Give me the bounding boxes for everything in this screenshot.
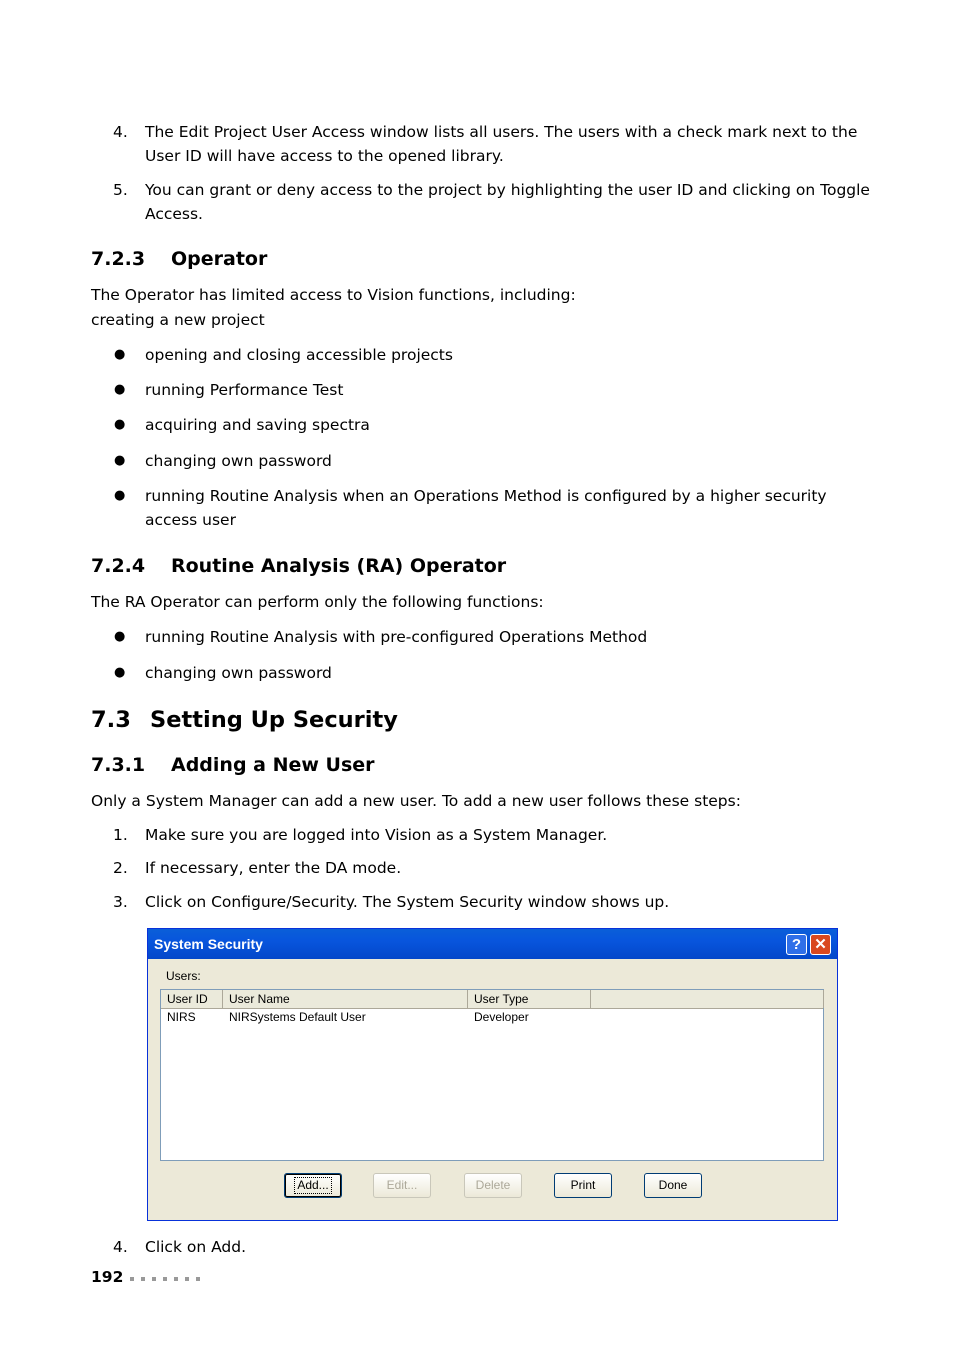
section-title: Operator	[171, 248, 268, 270]
section-title: Adding a New User	[171, 754, 375, 776]
list-item: running Routine Analysis when an Operations Method is configured by a higher security	[145, 487, 827, 505]
paragraph: The Operator has limited access to Vision functions, including:	[91, 286, 576, 304]
close-icon[interactable]: ✕	[810, 934, 831, 955]
delete-button[interactable]: Delete	[464, 1173, 522, 1198]
list-item: running Routine Analysis with pre-configured Operations Method	[145, 628, 648, 646]
step-text: User ID will have access to the opened library.	[145, 147, 504, 165]
paragraph: Only a System Manager can add a new user. To add a new user follows these steps:	[91, 792, 741, 810]
edit-button[interactable]: Edit...	[373, 1173, 431, 1198]
step-number: 1.	[113, 826, 128, 844]
bullet-icon: ●	[114, 453, 126, 468]
list-header	[161, 990, 823, 1009]
section-title: Routine Analysis (RA) Operator	[171, 555, 507, 577]
column-header-user-type[interactable]: User Type	[468, 990, 591, 1008]
step-text: Click on Add.	[145, 1238, 247, 1256]
list-item: access user	[145, 511, 236, 529]
bullet-icon: ●	[114, 488, 126, 503]
bullet-icon: ●	[114, 382, 126, 397]
users-label: Users:	[166, 969, 201, 983]
paragraph: The RA Operator can perform only the following functions:	[91, 593, 544, 611]
bullet-icon: ●	[114, 417, 126, 432]
list-item: changing own password	[145, 664, 332, 682]
step-text: The Edit Project User Access window lists all users. The users with a check mark next to the	[145, 123, 858, 141]
list-item: acquiring and saving spectra	[145, 416, 370, 434]
step-text: If necessary, enter the DA mode.	[145, 859, 402, 877]
add-button-label: Add...	[294, 1177, 331, 1194]
column-header-user-name[interactable]: User Name	[223, 990, 468, 1008]
list-item: changing own password	[145, 452, 332, 470]
cell-user-id: NIRS	[167, 1010, 196, 1024]
step-number: 4.	[113, 1238, 128, 1256]
users-list[interactable]	[160, 989, 824, 1161]
section-heading	[91, 247, 267, 271]
section-heading	[91, 753, 375, 777]
step-number: 4.	[113, 123, 128, 141]
list-item: running Performance Test	[145, 381, 344, 399]
footer-dot-icon	[130, 1277, 134, 1281]
system-security-dialog	[147, 928, 838, 1221]
list-item: opening and closing accessible projects	[145, 346, 453, 364]
section-number: 7.2.4	[91, 555, 146, 577]
help-icon[interactable]: ?	[786, 934, 807, 955]
bullet-icon: ●	[114, 629, 126, 644]
column-header-empty	[591, 990, 824, 1008]
footer-dot-icon	[174, 1277, 178, 1281]
column-header-user-id[interactable]: User ID	[161, 990, 223, 1008]
footer-dot-icon	[196, 1277, 200, 1281]
paragraph: creating a new project	[91, 311, 265, 329]
cell-user-name: NIRSystems Default User	[229, 1010, 366, 1024]
cell-user-type: Developer	[474, 1010, 529, 1024]
section-number: 7.2.3	[91, 248, 146, 270]
section-number: 7.3	[91, 707, 131, 733]
step-text: Access.	[145, 205, 203, 223]
step-text: Make sure you are logged into Vision as a System Manager.	[145, 826, 608, 844]
section-title: Setting Up Security	[150, 707, 398, 733]
bullet-icon: ●	[114, 665, 126, 680]
footer-dot-icon	[163, 1277, 167, 1281]
dialog-title: System Security	[154, 936, 263, 952]
footer-dot-icon	[152, 1277, 156, 1281]
section-heading	[91, 706, 398, 734]
bullet-icon: ●	[114, 347, 126, 362]
print-button[interactable]: Print	[554, 1173, 612, 1198]
step-text: Click on Configure/Security. The System Security window shows up.	[145, 893, 670, 911]
page-number: 192	[91, 1268, 124, 1286]
section-heading	[91, 554, 506, 578]
step-number: 3.	[113, 893, 128, 911]
step-number: 5.	[113, 181, 128, 199]
step-number: 2.	[113, 859, 128, 877]
add-button[interactable]	[284, 1173, 342, 1198]
done-button[interactable]: Done	[644, 1173, 702, 1198]
step-text: You can grant or deny access to the project by highlighting the user ID and clicking on Toggle	[145, 181, 870, 199]
dialog-title-bar[interactable]	[148, 929, 837, 959]
footer-dot-icon	[185, 1277, 189, 1281]
footer-dot-icon	[141, 1277, 145, 1281]
section-number: 7.3.1	[91, 754, 146, 776]
